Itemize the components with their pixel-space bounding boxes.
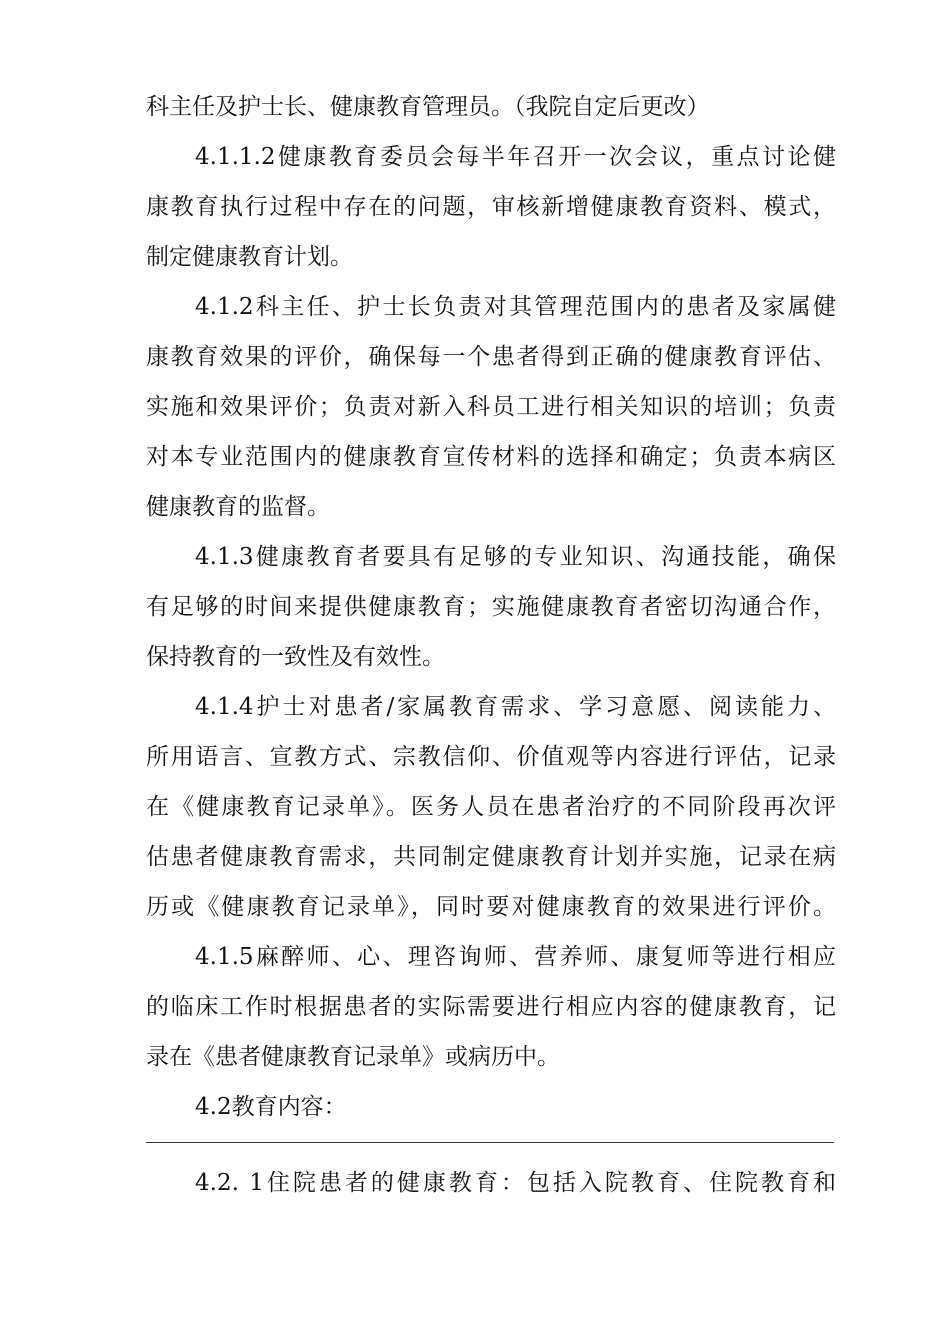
text-line: 制定健康教育计划。: [146, 244, 353, 270]
text-line: 4.2. 1住院患者的健康教育：包括入院教育、住院教育和: [195, 1170, 836, 1196]
text-line: 在《健康教育记录单》。医务人员在患者治疗的不同阶段再次评: [146, 794, 836, 820]
text-line: 的临床工作时根据患者的实际需要进行相应内容的健康教育，记: [146, 994, 836, 1020]
document-body: [146, 82, 836, 1132]
text-line: 实施和效果评价；负责对新入科员工进行相关知识的培训；负责: [146, 394, 836, 420]
text-line: 4.1.4护士对患者/家属教育需求、学习意愿、阅读能力、: [195, 694, 836, 720]
text-line: 4.1.2科主任、护士长负责对其管理范围内的患者及家属健: [195, 294, 836, 320]
text-line: 录在《患者健康教育记录单》或病历中。: [146, 1044, 560, 1070]
text-line: 4.1.5麻醉师、心、理咨询师、营养师、康复师等进行相应: [195, 944, 836, 970]
text-line: 估患者健康教育需求，共同制定健康教育计划并实施，记录在病: [146, 844, 836, 870]
text-line: 4.1.1.2健康教育委员会每半年召开一次会议，重点讨论健: [195, 144, 836, 170]
text-line: 有足够的时间来提供健康教育；实施健康教育者密切沟通合作，: [146, 594, 836, 620]
text-line: 康教育效果的评价，确保每一个患者得到正确的健康教育评估、: [146, 344, 836, 370]
text-line: 4.2教育内容：: [195, 1094, 347, 1120]
text-line: 保持教育的一致性及有效性。: [146, 644, 445, 670]
text-line: 历或《健康教育记录单》，同时要对健康教育的效果进行评价。: [146, 894, 836, 920]
horizontal-divider: [146, 1142, 834, 1143]
text-line: 对本专业范围内的健康教育宣传材料的选择和确定；负责本病区: [146, 444, 836, 470]
text-line: 健康教育的监督。: [146, 494, 330, 520]
paragraph-line-after-divider: [146, 1158, 836, 1208]
text-line: 所用语言、宣教方式、宗教信仰、价值观等内容进行评估，记录: [146, 744, 836, 770]
text-line: 康教育执行过程中存在的问题，审核新增健康教育资料、模式，: [146, 194, 836, 220]
text-line: 科主任及护士长、健康教育管理员。（我院自定后更改）: [146, 94, 710, 120]
text-line: 4.1.3健康教育者要具有足够的专业知识、沟通技能，确保: [195, 544, 836, 570]
